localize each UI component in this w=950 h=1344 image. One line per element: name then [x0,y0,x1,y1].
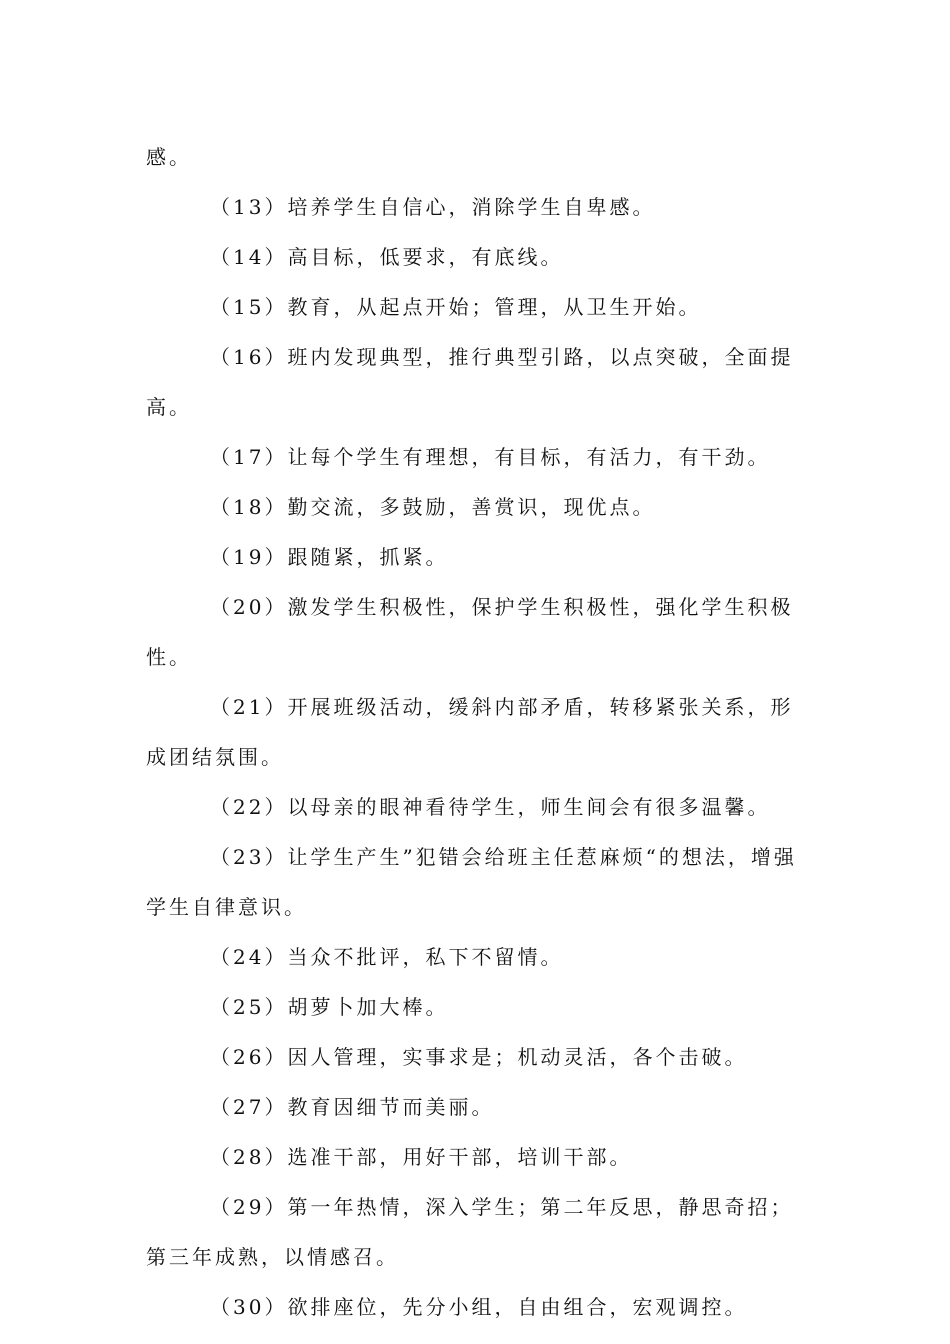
list-item-21: （21）开展班级活动，缓斜内部矛盾，转移紧张关系，形成团结氛围。 [146,695,794,769]
list-item-19: （19）跟随紧，抓紧。 [210,545,449,569]
list-item-18: （18）勤交流，多鼓励，善赏识，现优点。 [210,495,656,519]
list-item-24: （24）当众不批评，私下不留情。 [210,945,564,969]
list-item-14: （14）高目标，低要求，有底线。 [210,245,564,269]
list-item-23: （23）让学生产生”犯错会给班主任惹麻烦“的想法，增强学生自律意识。 [146,845,797,919]
list-item-25: （25）胡萝卜加大棒。 [210,995,449,1019]
list-item-16: （16）班内发现典型，推行典型引路，以点突破，全面提高。 [146,345,794,419]
list-item-26: （26）因人管理，实事求是；机动灵活，各个击破。 [210,1045,748,1069]
paragraph-continuation: 感。 [146,145,192,169]
list-item-15: （15）教育，从起点开始；管理，从卫生开始。 [210,295,702,319]
list-item-30: （30）欲排座位，先分小组，自由组合，宏观调控。 [210,1295,748,1319]
list-item-22: （22）以母亲的眼神看待学生，师生间会有很多温馨。 [210,795,771,819]
list-item-29: （29）第一年热情，深入学生；第二年反思，静思奇招；第三年成熟，以情感召。 [146,1195,794,1269]
list-item-27: （27）教育因细节而美丽。 [210,1095,495,1119]
list-item-28: （28）选准干部，用好干部，培训干部。 [210,1145,633,1169]
list-item-17: （17）让每个学生有理想，有目标，有活力，有干劲。 [210,445,771,469]
list-item-13: （13）培养学生自信心，消除学生自卑感。 [210,195,656,219]
document-body [146,132,806,1332]
list-item-20: （20）激发学生积极性，保护学生积极性，强化学生积极性。 [146,595,794,669]
